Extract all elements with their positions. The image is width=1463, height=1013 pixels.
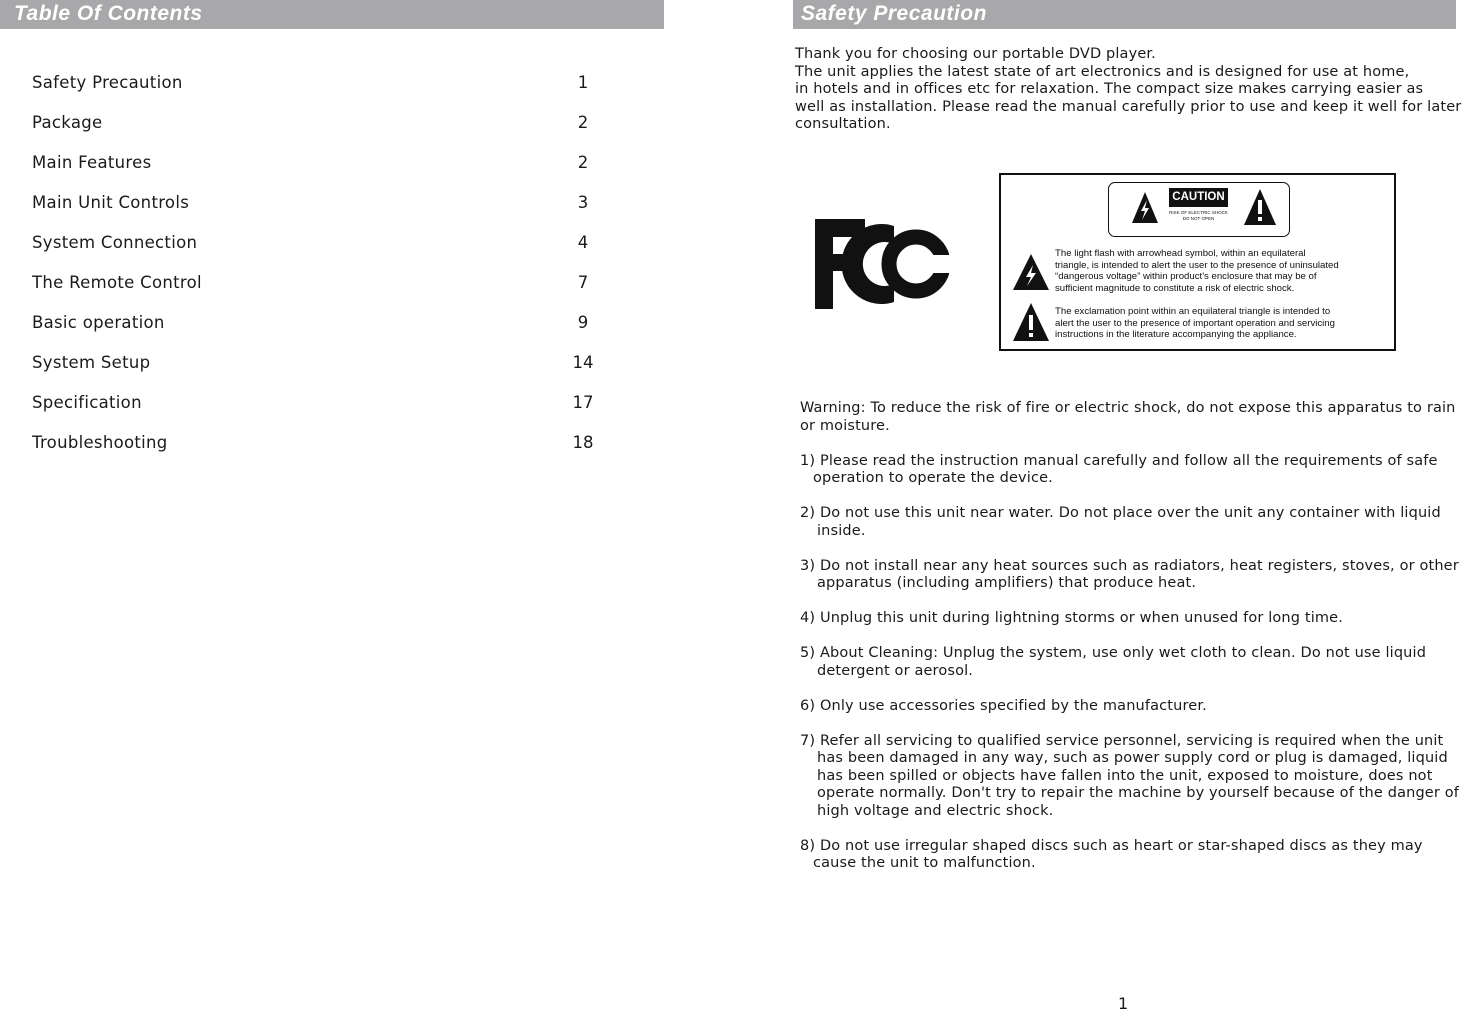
toc-title: Table Of Contents [14,2,203,25]
intro-line: well as installation. Please read the manual carefully prior to use and keep it well for later [795,98,1462,115]
safety-item-4 [800,610,1463,628]
item-line: apparatus (including amplifiers) that produce heat. [817,575,1197,591]
toc-entry-page: 1 [577,73,589,92]
toc-entry[interactable] [32,110,592,150]
toc-entry-title: Specification [32,393,142,412]
item-line: 4) Unplug this unit during lightning storms or when unused for long time. [800,610,1343,626]
toc-entry-page: 3 [577,193,589,212]
exclamation-triangle-icon [1012,302,1050,342]
description-line: sufficient magnitude to constitute a risk of electric shock. [1055,282,1295,294]
safety-item-8 [800,838,1463,873]
caution-label-panel [1108,182,1290,237]
description-line: instructions in the literature accompanying the appliance. [1055,329,1297,341]
caution-label-block [1169,188,1228,230]
item-line: has been spilled or objects have fallen into the unit, exposed to moisture, does not [817,767,1433,784]
item-line: inside. [817,522,866,539]
caution-sub-text: RISK OF ELECTRIC SHOCK [1169,210,1228,215]
lightning-warning-icon [1131,191,1159,224]
toc-header [0,0,664,29]
toc-entry-title: Main Features [32,153,152,172]
description-line: “dangerous voltage” within product's enclosure that may be of [1055,271,1317,283]
safety-item-5 [800,645,1463,680]
item-line: 7) Refer all servicing to qualified service personnel, servicing is required when the unit [800,732,1444,749]
toc-entry[interactable] [32,190,592,230]
toc-entry-page: 2 [577,113,589,132]
toc-entry-page: 2 [577,153,589,172]
warning-line: Warning: To reduce the risk of fire or electric shock, do not expose this apparatus to rain [800,400,1456,416]
safety-title: Safety Precaution [801,2,987,25]
toc-entry[interactable] [32,70,592,110]
toc-entry[interactable] [32,430,592,470]
caution-sub-text: DO NOT OPEN [1182,215,1215,221]
item-line: detergent or aerosol. [817,662,974,679]
item-line: 1) Please read the instruction manual carefully and follow all the requirements of safe [800,452,1438,469]
warning-paragraph [800,400,1463,435]
intro-line: in hotels and in offices etc for relaxation. The compact size makes carrying easier as [795,81,1424,97]
toc-entry-page: 14 [572,353,594,372]
description-line: The exclamation point within an equilateral triangle is intended to [1055,306,1331,317]
item-line: 2) Do not use this unit near water. Do not place over the unit any container with liquid [800,505,1441,521]
safety-header [793,0,1456,29]
safety-item-3 [800,558,1463,593]
item-line: has been damaged in any way, such as power supply cord or plug is damaged, liquid [817,750,1448,766]
safety-item-2 [800,505,1463,540]
caution-label: CAUTION [1169,188,1228,207]
toc-entry-page: 4 [577,233,589,252]
lightning-triangle-icon [1012,253,1050,291]
toc-entry-title: Safety Precaution [32,73,183,92]
item-line: operate normally. Don't try to repair the machine by yourself because of the danger of [817,785,1460,801]
fcc-logo [813,214,949,314]
description-line: The light flash with arrowhead symbol, within an equilateral [1055,248,1306,259]
toc-entry-page: 9 [577,313,589,332]
intro-line: Thank you for choosing our portable DVD player. [795,46,1156,62]
safety-item-6 [800,698,1463,716]
exclamation-symbol-description [1055,306,1335,341]
toc-entry-title: Main Unit Controls [32,193,190,212]
page-number: 1 [1118,994,1129,1013]
toc-entry-title: Package [32,113,103,132]
toc-entry-title: System Setup [32,353,151,372]
description-line: triangle, is intended to alert the user to the presence of uninsulated [1055,259,1339,271]
safety-item-1 [800,453,1463,488]
description-line: alert the user to the presence of important operation and servicing [1055,317,1335,329]
intro-line: The unit applies the latest state of art electronics and is designed for use at home, [795,63,1410,80]
toc-entry-page: 7 [577,273,589,292]
item-line: operation to operate the device. [813,470,1053,486]
warning-list [800,400,1463,890]
caution-box [999,173,1396,351]
lightning-symbol-description [1055,248,1339,294]
toc-entry-title: The Remote Control [32,273,202,292]
toc-entry-title: Basic operation [32,313,165,332]
toc-entry[interactable] [32,270,592,310]
toc-entry[interactable] [32,150,592,190]
toc-entry[interactable] [32,230,592,270]
toc-list [32,70,592,470]
item-line: 5) About Cleaning: Unplug the system, use only wet cloth to clean. Do not use liquid [800,645,1427,661]
item-line: 8) Do not use irregular shaped discs such as heart or star-shaped discs as they may [800,837,1423,854]
warning-line: or moisture. [800,417,890,434]
item-line: 6) Only use accessories specified by the manufacturer. [800,697,1207,714]
toc-entry-page: 17 [572,393,594,412]
item-line: high voltage and electric shock. [817,802,1054,819]
intro-line: consultation. [795,116,891,132]
toc-entry-page: 18 [572,433,594,452]
intro-paragraph [795,46,1463,134]
toc-entry[interactable] [32,350,592,390]
toc-entry-title: Troubleshooting [32,433,168,452]
safety-item-7 [800,733,1463,821]
item-line: cause the unit to malfunction. [813,855,1036,871]
toc-entry-title: System Connection [32,233,198,252]
toc-entry[interactable] [32,390,592,430]
item-line: 3) Do not install near any heat sources such as radiators, heat registers, stoves, or other [800,557,1459,574]
toc-entry[interactable] [32,310,592,350]
exclamation-warning-icon [1243,188,1277,226]
